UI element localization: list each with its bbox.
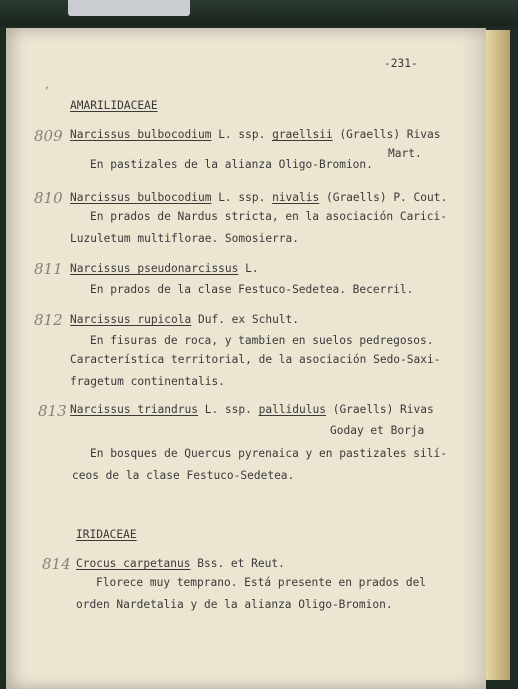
habitat-note: En prados de Nardus stricta, en la asociación Carici- [90,210,447,223]
handwritten-ref-number: 811 [34,260,63,278]
species-rank: L. ssp. [211,191,273,204]
species-name: Narcissus bulbocodium [70,191,212,204]
species-name: Narcissus pseudonarcissus [70,262,239,275]
habitat-note: ceos de la clase Festuco-Sedetea. [72,469,295,482]
habitat-note: orden Nardetalia y de la alianza Oligo-Bromion. [76,598,393,611]
habitat-note: En pastizales de la alianza Oligo-Bromion. [90,158,373,171]
handwritten-ref-number: 809 [34,127,63,145]
species-name: Narcissus triandrus [70,403,198,416]
species-name: Crocus carpetanus [76,557,191,570]
authority-continuation: Goday et Borja [330,424,425,437]
binding-tab [68,0,190,16]
species-authority: L. [238,262,259,275]
species-name: Narcissus bulbocodium [70,128,212,141]
family-heading: AMARILIDACEAE [70,99,158,112]
species-authority: (Graells) P. Cout. [319,191,448,204]
habitat-note: Florece muy temprano. Está presente en prados del [96,576,427,589]
habitat-note: En bosques de Quercus pyrenaica y en pastizales silí- [90,447,447,460]
handwritten-ref-number: 813 [38,402,67,420]
species-line [70,314,299,325]
species-line [70,404,434,415]
species-authority: Bss. et Reut. [190,557,285,570]
infraspecific-name: nivalis [272,191,320,204]
infraspecific-name: graellsii [272,128,333,141]
species-line [70,129,440,140]
family-heading: IRIDACEAE [76,528,137,541]
habitat-note: Luzuletum multiflorae. Somosierra. [70,232,300,245]
handwritten-ref-number: 810 [34,189,63,207]
species-authority: (Graells) Rivas [325,403,434,416]
species-line [70,192,447,203]
authority-continuation: Mart. [388,147,422,160]
species-line [70,263,259,274]
habitat-note: fragetum continentalis. [70,375,225,388]
pencil-mark: , [44,80,51,91]
handwritten-ref-number: 812 [34,311,63,329]
habitat-note: En fisuras de roca, y tambien en suelos pedregosos. [90,334,434,347]
handwritten-ref-number: 814 [42,555,71,573]
species-rank: L. ssp. [211,128,273,141]
species-name: Narcissus rupicola [70,313,192,326]
document-page [6,28,486,689]
page-number: -231- [384,57,418,70]
infraspecific-name: pallidulus [258,403,326,416]
habitat-note: En prados de la clase Festuco-Sedetea. Becerril. [90,283,414,296]
habitat-note: Característica territorial, de la asociación Sedo-Saxi- [70,353,441,366]
species-rank: L. ssp. [197,403,259,416]
species-line [76,558,285,569]
species-authority: Duf. ex Schult. [191,313,300,326]
species-authority: (Graells) Rivas [332,128,441,141]
